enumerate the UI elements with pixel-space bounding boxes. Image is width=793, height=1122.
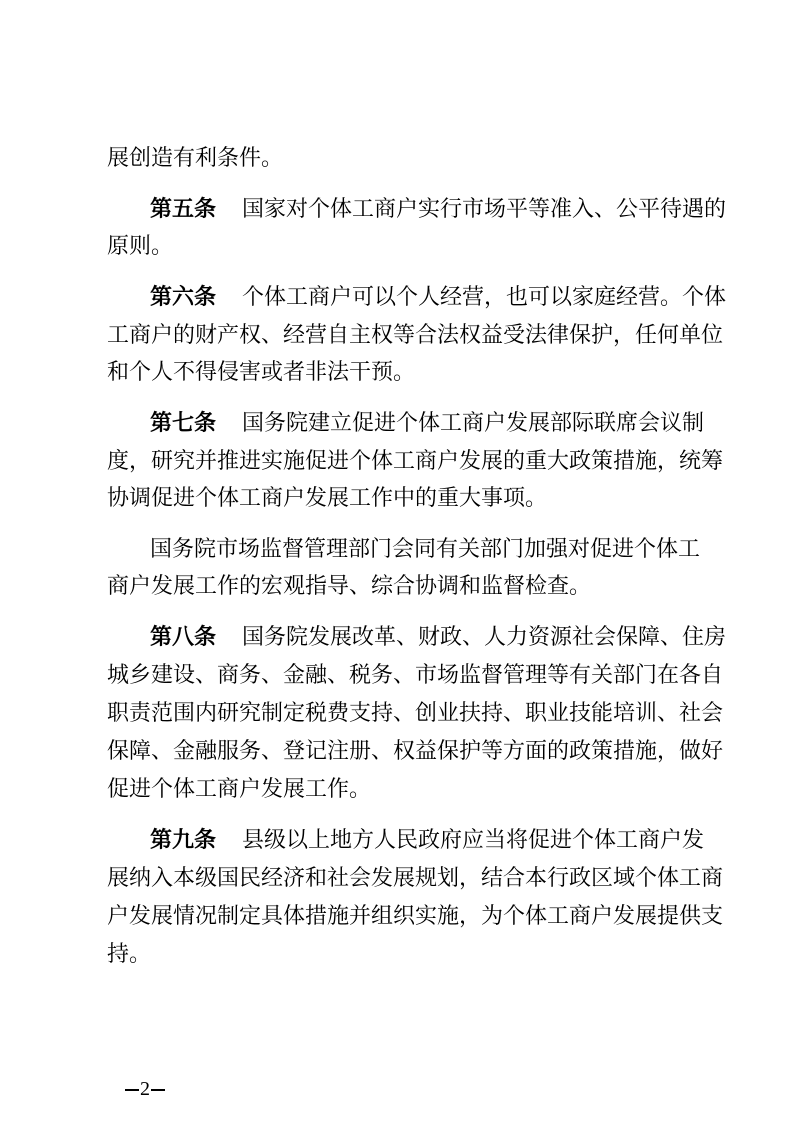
article-5-line-2: [107, 227, 693, 267]
article-6-line-3: [107, 353, 693, 393]
line-text: 促进个体工商户发展工作。: [107, 777, 372, 802]
line-text: 城乡建设、商务、金融、税务、市场监督管理等有关部门在各自: [107, 663, 724, 688]
article-9-line-4: [107, 935, 693, 975]
line-text: 个体工商户可以个人经营，也可以家庭经营。个体: [242, 285, 727, 310]
article-7-line-3: [107, 479, 693, 519]
line-text: 商户发展工作的宏观指导、综合协调和监督检查。: [107, 574, 592, 599]
article-8-line-2: [107, 656, 724, 696]
article-9-line-3: [107, 897, 724, 937]
line-text: 县级以上地方人民政府应当将促进个体工商户发: [242, 828, 705, 853]
article-6-label: 第六条: [150, 285, 217, 310]
text-line: [107, 139, 693, 179]
article-8-label: 第八条: [150, 625, 217, 650]
line-text: 展纳入本级国民经济和社会发展规划，结合本行政区域个体工商: [107, 866, 724, 891]
article-7-line-1: [150, 404, 705, 444]
line-text: 展创造有利条件。: [107, 146, 284, 171]
line-text: 协调促进个体工商户发展工作中的重大事项。: [107, 486, 548, 511]
line-text: 原则。: [107, 234, 174, 259]
article-5-line-1: [150, 190, 727, 230]
line-text: 国务院市场监督管理部门会同有关部门加强对促进个体工: [150, 537, 701, 562]
line-text: 工商户的财产权、经营自主权等合法权益受法律保护，任何单位: [107, 323, 724, 348]
line-text: 国家对个体工商户实行市场平等准入、公平待遇的: [242, 197, 727, 222]
line-text: 国务院发展改革、财政、人力资源社会保障、住房: [242, 625, 727, 650]
article-6-line-1: [150, 278, 727, 318]
article-6-line-2: [107, 316, 724, 356]
line-text: 持。: [107, 942, 152, 967]
article-5-label: 第五条: [150, 197, 217, 222]
page-number-value: 2: [140, 1078, 150, 1100]
line-text: 和个人不得侵害或者非法干预。: [107, 360, 416, 385]
article-8-line-4: [107, 732, 724, 772]
line-text: 度，研究并推进实施促进个体工商户发展的重大政策措施，统筹: [107, 449, 724, 474]
article-7-line-2: [107, 442, 724, 482]
article-7-label: 第七条: [150, 411, 217, 436]
line-text: 户发展情况制定具体措施并组织实施，为个体工商户发展提供支: [107, 904, 724, 929]
article-9-line-1: [150, 821, 705, 861]
line-text: 职责范围内研究制定税费支持、创业扶持、职业技能培训、社会: [107, 701, 724, 726]
line-text: 保障、金融服务、登记注册、权益保护等方面的政策措施，做好: [107, 739, 724, 764]
article-8-line-5: [107, 770, 693, 810]
paragraph-line: [107, 567, 693, 607]
page-number-dash-right: [151, 1089, 165, 1091]
article-8-line-3: [107, 694, 724, 734]
page-number: [124, 1075, 166, 1103]
line-text: 国务院建立促进个体工商户发展部际联席会议制: [242, 411, 705, 436]
page-number-dash-left: [125, 1089, 139, 1091]
article-9-label: 第九条: [150, 828, 217, 853]
paragraph-line: [150, 530, 701, 570]
article-9-line-2: [107, 859, 724, 899]
article-8-line-1: [150, 618, 727, 658]
